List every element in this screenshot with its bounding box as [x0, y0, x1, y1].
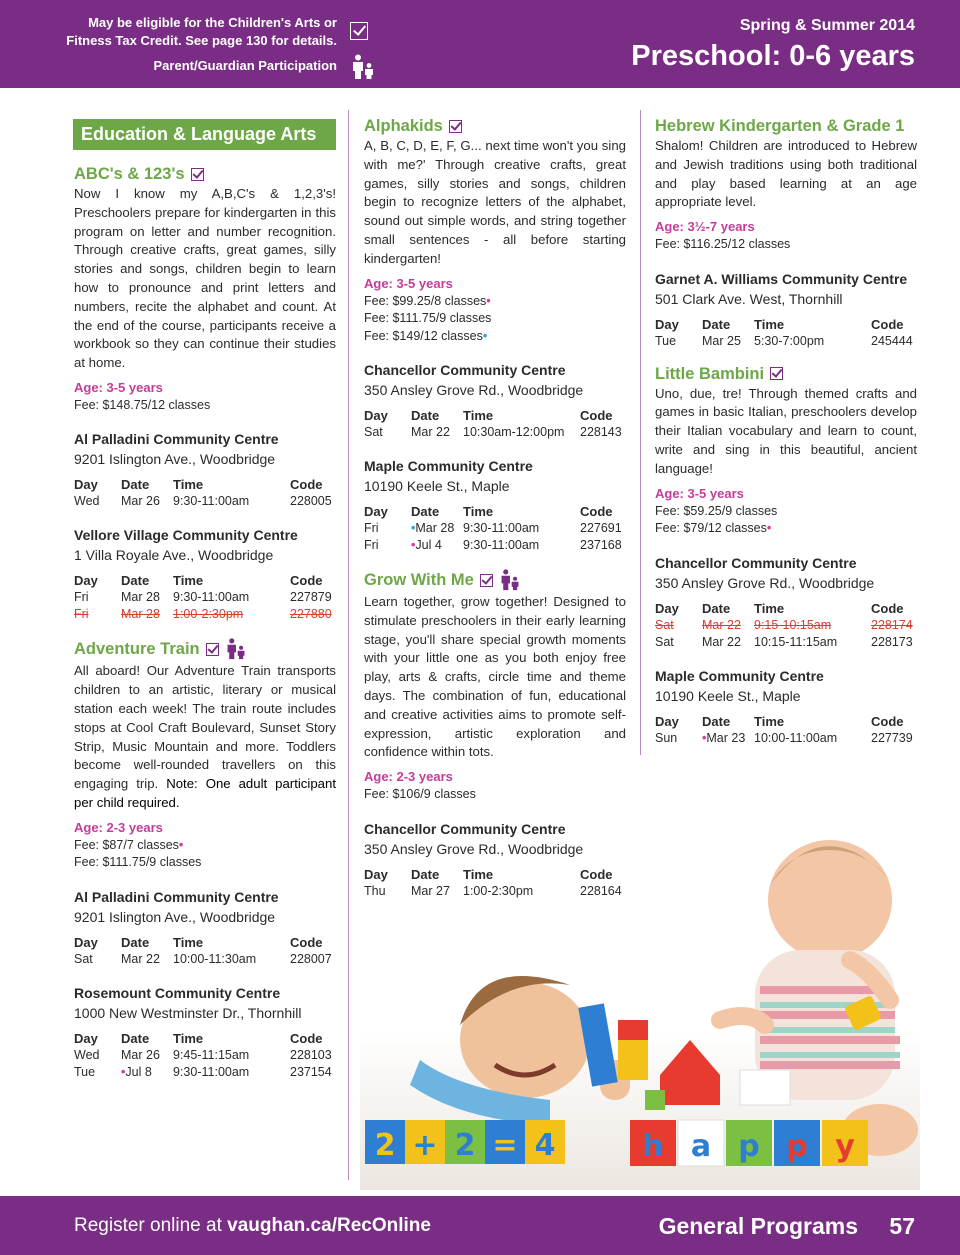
location-address: 10190 Keele St., Maple — [655, 687, 801, 704]
program-title: Adventure Train — [74, 637, 336, 661]
table-row: Sat Mar 22 10:00-11:30am 228007 — [74, 951, 332, 966]
bullet-dot-icon: • — [482, 328, 488, 343]
program-title: ABC's & 123's — [74, 164, 336, 184]
location-address: 350 Ansley Grove Rd., Woodbridge — [364, 840, 584, 857]
program-description: Now I know my A,B,C's & 1,2,3's! Preschoolers prepare for kindergarten in this program on letter and number recognition. Through creative crafts, great games, silly stories and songs, children begin to learn how to pronounce and print letters and numbers, recite the alphabet and count. At the end of the course, participants receive a workbook so they can continue their studies at home. — [74, 186, 336, 371]
checkbox-icon — [206, 643, 219, 656]
fee: Fee: $148.75/12 classes — [74, 397, 211, 412]
section-banner: Education & Language Arts — [73, 119, 336, 150]
table-row: Fri •Jul 4 9:30-11:00am 237168 — [364, 538, 622, 553]
location-name: Chancellor Community Centre — [655, 554, 857, 571]
participation-note: Parent/Guardian Participation — [153, 58, 337, 73]
children-blocks-photo — [360, 790, 920, 1190]
column-2 — [364, 116, 626, 900]
block-label: h — [642, 1129, 664, 1164]
age-range: Age: 2-3 years — [364, 769, 453, 785]
program-description: Learn together, grow together! Designed to stimulate preschoolers in their early learning stage, you'll share special growth moments with your little one as you both enjoy free play, arts & crafts, circle time and theme days. The combination of fun, educational and creative activities aims to promote self-expression, artistic exploration and confidence within tots. — [364, 594, 626, 760]
register-text: Register online at vaughan.ca/RecOnline — [74, 1215, 431, 1236]
program-description: All aboard! Our Adventure Train transports children to an artistic, literary or musical station each week! The train route includes stops at Cool Craft Boulevard, Sunset Story Strip, Music Mountain and more. Toddlers become well-rounded travellers on this engaging trip. Note: One adult participant per child required. — [74, 663, 336, 811]
section-name: General Programs — [658, 1213, 858, 1239]
page-header — [0, 0, 960, 88]
schedule-table: Day Date Time Code Sun •Mar 23 10:00-11:00am 227739 — [655, 714, 917, 747]
program-adventure-train — [74, 637, 336, 1080]
fee: Fee: $111.75/9 classes — [364, 311, 492, 326]
location-name: Chancellor Community Centre — [364, 362, 566, 379]
fee: Fee: $116.25/12 classes — [655, 237, 791, 252]
program-alphakids — [364, 116, 626, 554]
fee: Fee: $106/9 classes — [364, 787, 476, 802]
schedule-table: Day Date Time Code Fri Mar 28 9:30-11:00am 227879 Fri Mar 28 1:00-2:30pm 227880 — [74, 573, 336, 623]
location-name: Garnet A. Williams Community Centre — [655, 270, 908, 287]
register-link[interactable]: vaughan.ca/RecOnline — [227, 1215, 431, 1236]
age-range: Age: 3-5 years — [74, 379, 163, 395]
block-label: p — [786, 1129, 808, 1164]
block-label: + — [412, 1128, 438, 1163]
checkbox-icon — [191, 168, 204, 181]
cancelled-row: Fri Mar 28 1:00-2:30pm 227880 — [74, 607, 332, 622]
location-address: 350 Ansley Grove Rd., Woodbridge — [364, 382, 584, 399]
program-title: Hebrew Kindergarten & Grade 1 — [655, 117, 905, 135]
bullet-dot-icon: • — [121, 1064, 126, 1079]
fee: Fee: $111.75/9 classes — [74, 855, 202, 870]
checkbox-icon — [350, 22, 368, 40]
fee: Fee: $79/12 classes• — [655, 521, 772, 536]
parent-child-icon — [350, 54, 376, 80]
program-title: Grow With Me — [364, 568, 626, 592]
table-row: Sun •Mar 23 10:00-11:00am 227739 — [655, 730, 913, 745]
location-name: Maple Community Centre — [364, 458, 533, 475]
location-address: 9201 Islington Ave., Woodbridge — [74, 908, 276, 925]
schedule-table: Day Date Time Code Wed Mar 26 9:45-11:15am 228103 Tue •Jul 8 9:30-11:00am 237154 — [74, 1031, 336, 1081]
program-little-bambini — [655, 364, 917, 747]
location-name: Vellore Village Community Centre — [74, 527, 298, 544]
age-range: Age: 3½-7 years — [655, 219, 755, 235]
table-row: Thu Mar 27 1:00-2:30pm 228164 — [364, 883, 622, 898]
parent-child-icon — [499, 568, 521, 592]
schedule-table: Day Date Time Code Thu Mar 27 1:00-2:30pm 228164 — [364, 867, 626, 900]
location-address: 1000 New Westminster Dr., Thornhill — [74, 1004, 302, 1021]
bullet-dot-icon: • — [178, 837, 184, 852]
table-row: Sat Mar 22 10:15-11:15am 228173 — [655, 634, 913, 649]
bullet-dot-icon: • — [411, 538, 416, 553]
location-address: 10190 Keele St., Maple — [364, 478, 510, 495]
parent-child-icon — [225, 637, 247, 661]
table-row: Wed Mar 26 9:45-11:15am 228103 — [74, 1047, 332, 1062]
page-footer — [0, 1196, 960, 1255]
table-row: Fri •Mar 28 9:30-11:00am 227691 — [364, 521, 622, 536]
location-address: 9201 Islington Ave., Woodbridge — [74, 451, 276, 468]
block-label: y — [835, 1129, 855, 1164]
block-label: 2 — [454, 1128, 476, 1163]
tax-credit-note: May be eligible for the Children's Arts or Fitness Tax Credit. See page 130 for details. — [66, 15, 337, 48]
fee: Fee: $87/7 classes• — [74, 837, 184, 852]
block-label: 2 — [374, 1128, 396, 1163]
location-name: Al Palladini Community Centre — [74, 888, 279, 905]
schedule-table: Day Date Time Code Sat Mar 22 10:00-11:30am 228007 — [74, 935, 336, 968]
schedule-table: Day Date Time Code Sat Mar 22 9:15-10:15am 228174 Sat Mar 22 10:15-11:15am 228173 — [655, 601, 917, 651]
age-range: Age: 2-3 years — [74, 819, 163, 835]
program-hebrew — [655, 116, 917, 350]
program-description: Uno, due, tre! Through themed crafts and games in basic Italian, preschoolers develop their Italian vocabulary and learn to count, write and sing in this beautiful, ancient language! — [655, 385, 917, 476]
block-label: 4 — [534, 1128, 556, 1163]
checkbox-icon — [449, 120, 462, 133]
age-range: Age: 3-5 years — [655, 485, 744, 501]
cancelled-row: Sat Mar 22 9:15-10:15am 228174 — [655, 617, 913, 632]
location-name: Rosemount Community Centre — [74, 984, 281, 1001]
bullet-dot-icon: • — [411, 521, 416, 536]
location-name: Chancellor Community Centre — [364, 820, 566, 837]
column-divider — [348, 110, 349, 1180]
table-row: Tue •Jul 8 9:30-11:00am 237154 — [74, 1064, 332, 1079]
block-label: a — [690, 1129, 712, 1164]
bullet-dot-icon: • — [702, 730, 707, 745]
fee: Fee: $99.25/8 classes• — [364, 293, 491, 308]
age-range: Age: 3-5 years — [364, 275, 453, 291]
location-name: Al Palladini Community Centre — [74, 431, 279, 448]
page-title: Preschool: 0-6 years — [631, 40, 915, 72]
bullet-dot-icon: • — [766, 521, 772, 536]
program-title: Little Bambini — [655, 364, 917, 384]
program-title: Alphakids — [364, 116, 626, 136]
schedule-table: Day Date Time Code Fri •Mar 28 9:30-11:00am 227691 Fri •Jul 4 9:30-11:00am 237168 — [364, 504, 626, 554]
location-address: 350 Ansley Grove Rd., Woodbridge — [655, 574, 875, 591]
column-3 — [655, 116, 917, 747]
program-abc — [74, 164, 336, 623]
location-address: 1 Villa Royale Ave., Woodbridge — [74, 547, 274, 564]
table-row: Sat Mar 22 10:30am-12:00pm 228143 — [364, 425, 622, 440]
table-row: Fri Mar 28 9:30-11:00am 227879 — [74, 590, 332, 605]
table-row: Wed Mar 26 9:30-11:00am 228005 — [74, 494, 332, 509]
fee: Fee: $59.25/9 classes — [655, 503, 778, 518]
location-address: 501 Clark Ave. West, Thornhill — [655, 290, 843, 307]
column-1 — [74, 119, 336, 1081]
checkbox-icon — [770, 367, 783, 380]
season-label: Spring & Summer 2014 — [739, 17, 915, 34]
checkbox-icon — [480, 574, 493, 587]
schedule-table: Day Date Time Code Wed Mar 26 9:30-11:00am 228005 — [74, 477, 336, 510]
block-label: = — [492, 1128, 518, 1163]
program-description: Shalom! Children are introduced to Hebrew and Jewish traditions using both traditional and play based learning at an age appropriate level. — [655, 138, 917, 210]
schedule-table: Day Date Time Code Tue Mar 25 5:30-7:00pm 245444 — [655, 317, 917, 350]
program-description: A, B, C, D, E, F, G... next time won't you sing with me?' Through creative crafts, great games, silly stories and songs, children begin to recognize letters of the alphabet, sound out simple words, and string together small sentences - all before starting kindergarten! — [364, 138, 626, 266]
table-row: Tue Mar 25 5:30-7:00pm 245444 — [655, 333, 913, 348]
schedule-table: Day Date Time Code Sat Mar 22 10:30am-12:00pm 228143 — [364, 408, 626, 441]
column-divider — [640, 110, 641, 755]
location-name: Maple Community Centre — [655, 667, 824, 684]
bullet-dot-icon: • — [486, 293, 491, 308]
fee: Fee: $149/12 classes• — [364, 328, 488, 343]
block-label: p — [738, 1129, 760, 1164]
page-number: 57 — [889, 1213, 915, 1239]
